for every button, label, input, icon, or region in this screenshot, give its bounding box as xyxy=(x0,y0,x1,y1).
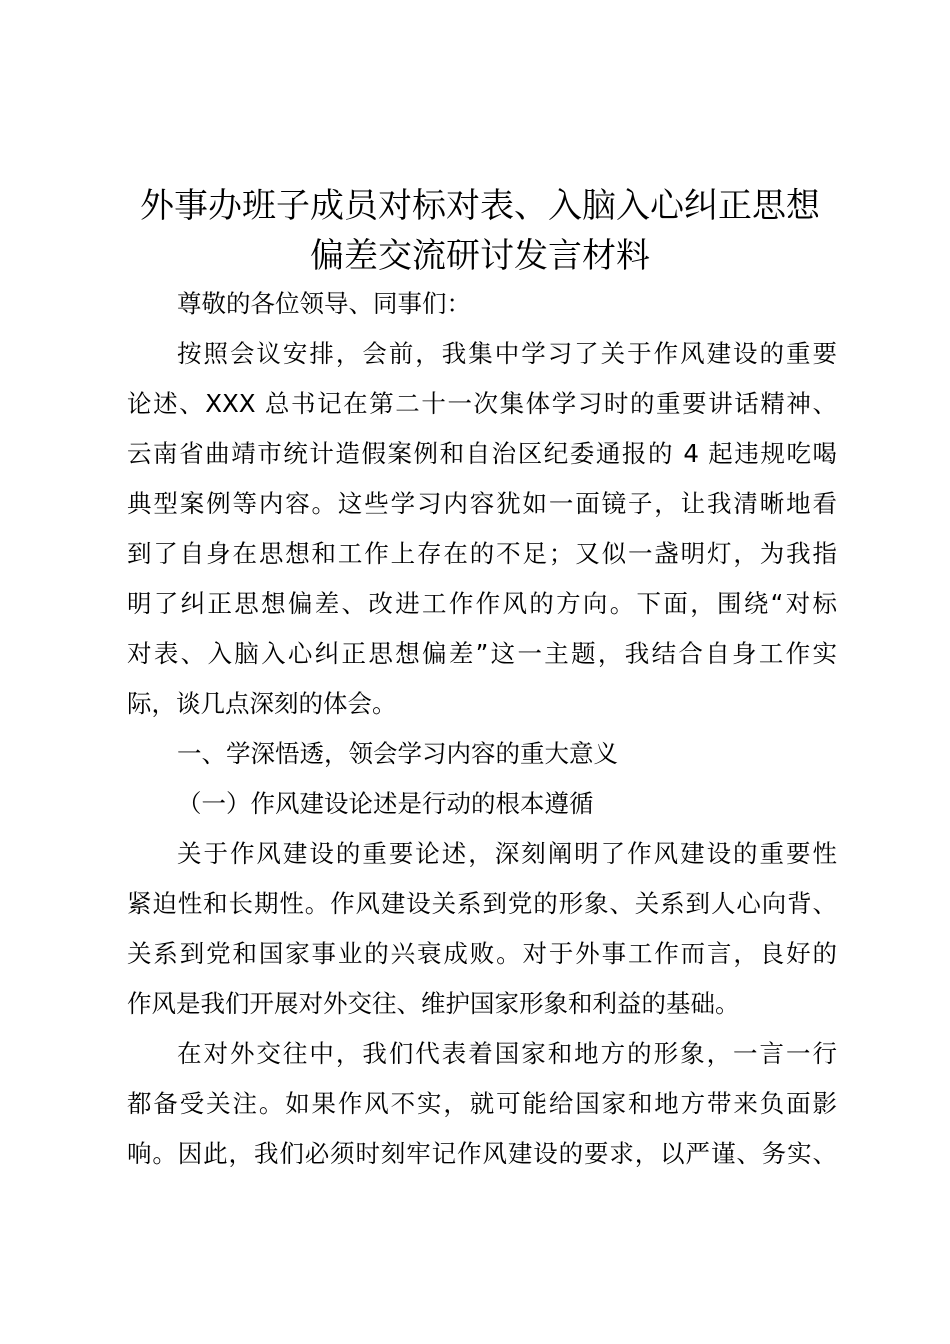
paragraph-3-line-1: 在对外交往中，我们代表着国家和地方的形象，一言一行 xyxy=(177,1039,837,1068)
paragraph-1-line-8: 际，谈几点深刻的体会。 xyxy=(127,689,397,718)
paragraph-1-line-5: 到了自身在思想和工作上存在的不足；又似一盏明灯，为我指 xyxy=(127,539,837,568)
paragraph-3-line-3: 响。因此，我们必须时刻牢记作风建设的要求，以严谨、务实、 xyxy=(127,1139,837,1168)
paragraph-1-line-6: 明了纠正思想偏差、改进工作作风的方向。下面，围绕“对标 xyxy=(127,589,837,618)
subsection-heading-1: （一）作风建设论述是行动的根本遵循 xyxy=(177,789,594,818)
paragraph-3-line-2: 都备受关注。如果作风不实，就可能给国家和地方带来负面影 xyxy=(127,1089,837,1118)
paragraph-2-line-1: 关于作风建设的重要论述，深刻阐明了作风建设的重要性 xyxy=(177,839,837,868)
paragraph-2-line-4: 作风是我们开展对外交往、维护国家形象和利益的基础。 xyxy=(127,989,740,1018)
paragraph-2-line-2: 紧迫性和长期性。作风建设关系到党的形象、关系到人心向背、 xyxy=(127,889,837,918)
paragraph-1-line-4: 典型案例等内容。这些学习内容犹如一面镜子，让我清晰地看 xyxy=(127,489,837,518)
paragraph-1-line-1: 按照会议安排，会前，我集中学习了关于作风建设的重要 xyxy=(177,339,837,368)
document-title-line-1: 外事办班子成员对标对表、入脑入心纠正思想 xyxy=(140,186,820,226)
paragraph-1-line-2: 论述、XXX 总书记在第二十一次集体学习时的重要讲话精神、 xyxy=(127,389,837,418)
paragraph-1-line-7: 对表、入脑入心纠正思想偏差”这一主题，我结合自身工作实 xyxy=(127,639,837,668)
paragraph-2-line-3: 关系到党和国家事业的兴衰成败。对于外事工作而言，良好的 xyxy=(127,939,837,968)
section-heading-1: 一、学深悟透，领会学习内容的重大意义 xyxy=(177,739,618,768)
salutation: 尊敬的各位领导、同事们： xyxy=(177,289,471,318)
document-title-line-2: 偏差交流研讨发言材料 xyxy=(310,236,650,276)
paragraph-1-line-3: 云南省曲靖市统计造假案例和自治区纪委通报的 4 起违规吃喝 xyxy=(127,439,837,468)
